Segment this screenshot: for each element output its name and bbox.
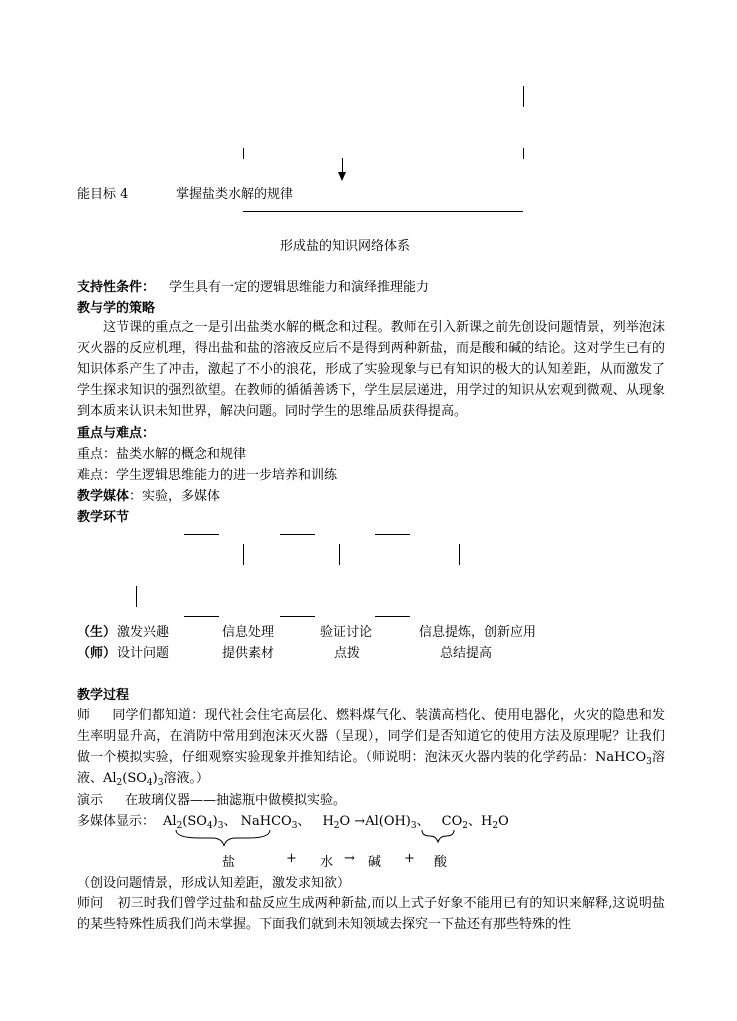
word-eq-term: 盐 xyxy=(222,855,236,870)
teacher-stage: 总结提高 xyxy=(440,646,493,661)
key-difficulty: 难点：学生逻辑思维能力的进一步培养和训练 xyxy=(77,468,338,483)
diagram-line xyxy=(523,86,524,107)
stage-line xyxy=(243,544,244,565)
process-note: （创设问题情景，形成认知差距，激发求知欲） xyxy=(77,876,351,891)
stage-line xyxy=(184,534,219,535)
stage-line xyxy=(184,616,219,617)
support-text: 学生具有一定的逻辑思维能力和演绎推理能力 xyxy=(169,280,430,295)
speaker-label: 演示 xyxy=(77,793,104,808)
diagram-line xyxy=(243,148,244,159)
media-label: 教学媒体 xyxy=(77,489,130,504)
support-row xyxy=(77,276,429,295)
stages-heading: 教学环节 xyxy=(77,510,130,525)
stage-line xyxy=(339,544,340,565)
strategy-body: 这节课的重点之一是引出盐类水解的概念和过程。教师在引入新课之前先创设问题情景，列举泡沫灭火器的反应机理，得出盐和盐的溶液反应后不是得到两种新盐，而是酸和碱的结论。这对学生已有的知识体系产生了冲击，激起了不小的浪花，形成了实验现象与已有知识的极大的认知差距，从而激发了学生探求知识的强烈欲望。在教师的循循善诱下，学生层层递进，用学过的知识从宏观到微观、从现象到本质来认识未知世界，解决问题。同时学生的思维品质获得提高。 xyxy=(77,320,665,419)
stage-line xyxy=(136,586,137,607)
word-eq-term: + xyxy=(286,851,297,866)
stage-line xyxy=(280,534,315,535)
teacher-stage: 设计问题 xyxy=(117,646,170,661)
word-eq-term: 酸 xyxy=(434,855,448,870)
goal-underline xyxy=(243,211,523,212)
word-eq-term: 碱 xyxy=(368,855,382,870)
goal-label: 能目标 4 xyxy=(77,187,129,202)
multimedia-label: 多媒体显示： xyxy=(77,814,156,829)
goal-text: 掌握盐类水解的规律 xyxy=(176,187,294,202)
speaker-label: 师问 xyxy=(77,896,104,911)
diagram-line xyxy=(523,148,524,159)
student-label: （生） xyxy=(77,625,117,640)
word-eq-term: + xyxy=(404,851,415,866)
multimedia-equation: 多媒体显示： $Al_2(SO_4)_3$、 NaHCO$_3$、 $H_2O \to Al(OH)_3$、 $CO_2$、$H_2O$ xyxy=(77,814,509,831)
student-stage: 激发兴趣 xyxy=(117,625,170,640)
stage-line xyxy=(375,616,410,617)
process-paragraph-2: 师问 初三时我们曾学过盐和盐反应生成两种新盐,而以上式子好象不能用已有的知识来解释,这说明盐的某些特殊性质我们尚未掌握。下面我们就到未知领域去探究一下盐还有那些特殊的性 xyxy=(77,896,665,932)
key-points-heading: 重点与难点： xyxy=(77,426,156,441)
demo-text: 在玻璃仪器——抽滤瓶中做模拟实验。 xyxy=(125,793,347,808)
student-stage: 信息处理 xyxy=(222,625,275,640)
stage-line xyxy=(280,616,315,617)
key-focus: 重点：盐类水解的概念和规律 xyxy=(77,447,247,462)
speaker-label: 师 xyxy=(77,708,91,723)
media-text: ：实验，多媒体 xyxy=(129,489,221,504)
word-eq-term: → xyxy=(344,851,355,866)
diagram-caption: 形成盐的知识网络体系 xyxy=(280,239,411,254)
student-stage: 信息提炼，创新应用 xyxy=(419,625,537,640)
word-eq-term: 水 xyxy=(320,855,334,870)
support-label: 支持性条件： xyxy=(77,280,156,295)
process-paragraph-1: 师 同学们都知道：现代社会住宅高层化、燃料煤气化、装潢高档化、使用电器化，火灾的隐患和发生率明显升高，在消防中常用到泡沫灭火器（呈现），同学们是否知道它的使用方法及原理呢？让我们做一个模拟实验，仔细观察实验现象并推知结论。（师说明：泡沫灭火器内装的化学药品：NaHCO$_3$溶液、$Al_2(SO_4)_3$溶液。） xyxy=(77,708,665,788)
process-heading: 教学过程 xyxy=(77,688,130,703)
down-arrow-icon xyxy=(338,172,346,181)
teacher-stage: 提供素材 xyxy=(222,646,275,661)
media-row xyxy=(77,485,220,504)
strategy-heading: 教与学的策略 xyxy=(77,301,156,316)
demo-row xyxy=(77,789,346,808)
arrow-shaft xyxy=(342,158,343,172)
student-stage: 验证讨论 xyxy=(320,625,373,640)
stage-line xyxy=(459,544,460,565)
stage-line xyxy=(375,534,410,535)
teacher-stage: 点拨 xyxy=(334,646,361,661)
teacher-label: （师） xyxy=(77,646,117,661)
